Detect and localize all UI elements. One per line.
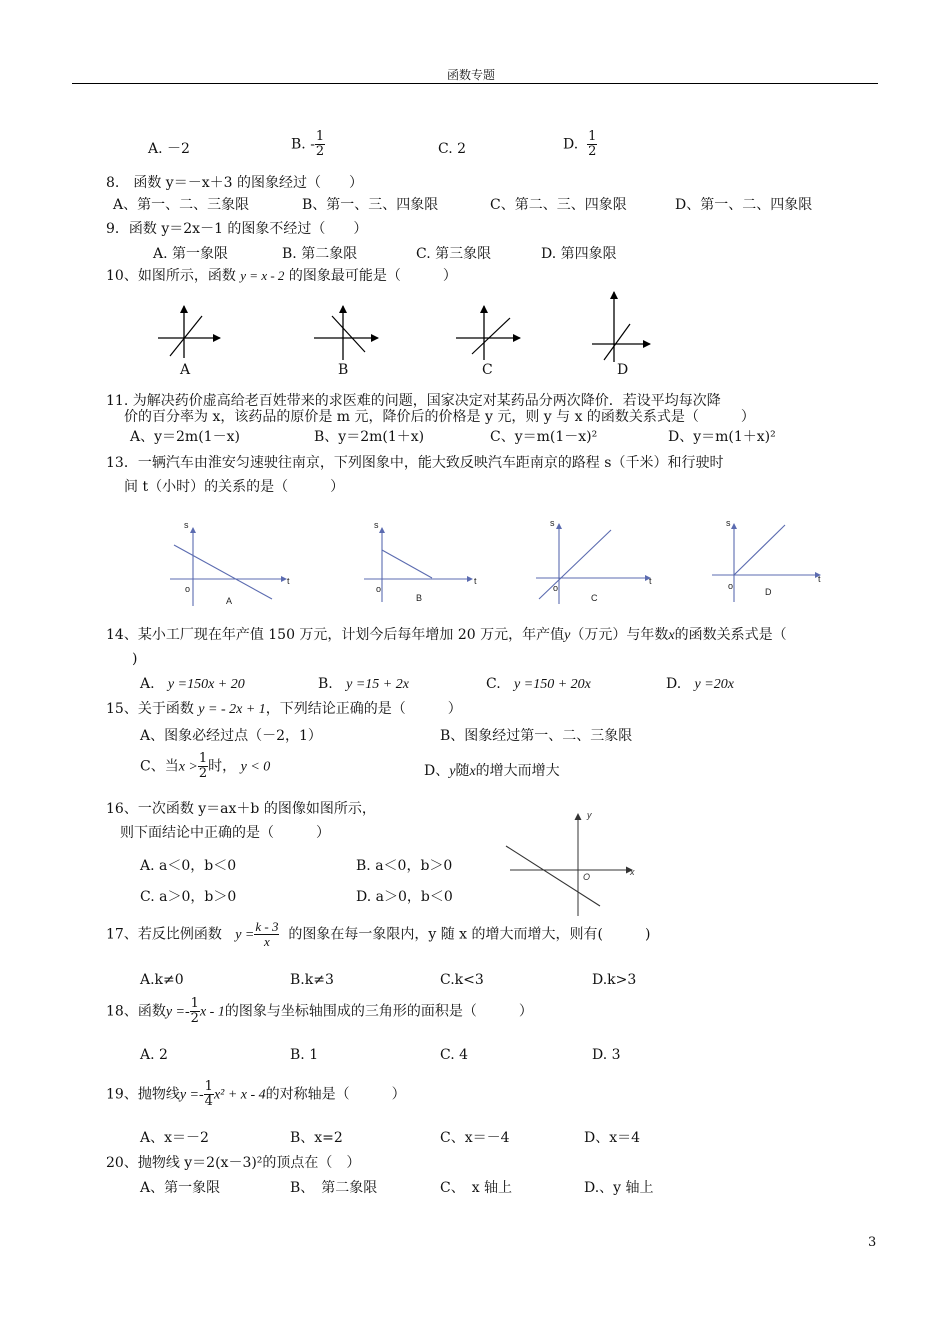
q18-option-c: C. 4 — [440, 1047, 469, 1063]
q18-option-d: D. 3 — [592, 1047, 621, 1063]
q16-origin: O — [583, 872, 591, 882]
q7-option-a: A. －2 — [148, 141, 190, 157]
q15-option-b: B、图象经过第一、二、三象限 — [440, 728, 633, 744]
q13-c-axis-t: t — [649, 576, 652, 586]
q8-option-a: A、第一、二、三象限 — [113, 197, 250, 213]
q13-label-a: A — [226, 596, 233, 606]
q13-b-axis-t: t — [474, 576, 477, 586]
q9-option-b: B. 第二象限 — [282, 246, 358, 262]
q11-stem-line1: 11. 为解决药价虚高给老百姓带来的求医难的问题，国家决定对某药品分两次降价．若设平均每次降 — [106, 393, 721, 409]
q20-option-b: B、 第二象限 — [290, 1180, 378, 1196]
q10-stem: 10、如图所示，函数 y = x - 2 的图象最可能是（ ） — [106, 268, 457, 284]
q10-label-a: A — [180, 362, 191, 378]
q17-option-c: C.k<3 — [440, 972, 484, 988]
q16-axis-y: y — [587, 810, 592, 820]
q13-c-origin: o — [553, 583, 559, 593]
q10-graphs — [0, 288, 950, 388]
q10-graph-d — [592, 292, 650, 362]
q13-label-b: B — [416, 593, 423, 603]
q19-stem: 19、抛物线y =- $\frac{1}{4}$ x² + x - 4的对称轴是（ ） — [106, 1079, 406, 1109]
q17-stem: 17、若反比例函数 y = $\frac{k - 3}{x}$ 的图象在每一象限内，y 随 x 的增大而增大，则有( ) — [106, 919, 651, 949]
q16-option-b: B. a＜0，b＞0 — [356, 858, 453, 874]
q19-option-b: B、x=2 — [290, 1130, 343, 1146]
q16-axis-x: x — [630, 867, 635, 877]
q11-option-d: D、y＝m(1＋x)² — [668, 429, 776, 445]
q11-option-b: B、y＝2m(1＋x) — [314, 429, 425, 445]
q13-d-axis-s: s — [726, 518, 731, 528]
q11-stem-line2: 价的百分率为 x，该药品的原价是 m 元，降价后的价格是 y 元，则 y 与 x 的函数关系式是（ ） — [124, 409, 755, 425]
q13-d-axis-t: t — [818, 574, 821, 584]
page-header-title: 函数专题 — [447, 68, 496, 82]
q8-option-b: B、第一、三、四象限 — [302, 197, 439, 213]
q10-label-b: B — [338, 362, 349, 378]
q17-option-d: D.k>3 — [592, 972, 637, 988]
q13-a-origin: o — [185, 584, 191, 594]
q10-graph-c — [456, 306, 520, 360]
q13-a-axis-s: s — [184, 520, 189, 530]
q14-stem: 14、某小工厂现在年产值 150 万元，计划今后每年增加 20 万元，年产值y（万元）与年数x的函数关系式是（ — [106, 627, 787, 643]
q13-label-c: C — [591, 593, 598, 603]
q16-option-a: A. a＜0，b＜0 — [140, 858, 237, 874]
q13-b-axis-s: s — [374, 520, 379, 530]
q11-option-c: C、y＝m(1－x)² — [490, 429, 598, 445]
q13-c-axis-s: s — [550, 518, 555, 528]
q20-option-c: C、 x 轴上 — [440, 1180, 513, 1196]
q13-a-axis-t: t — [287, 576, 290, 586]
q15-option-c: C、当x > $\frac{1}{2}$ 时， y < 0 — [140, 751, 271, 781]
q15-stem: 15、关于函数 y = - 2x + 1，下列结论正确的是（ ） — [106, 701, 462, 717]
q8-option-c: C、第二、三、四象限 — [490, 197, 627, 213]
q16-stem-line1: 16、一次函数 y＝ax＋b 的图像如图所示， — [106, 801, 376, 817]
q15-option-d: D、y随x的增大而增大 — [424, 763, 560, 779]
q8-option-d: D、第一、二、四象限 — [675, 197, 813, 213]
q17-option-a: A.k≠0 — [140, 972, 184, 988]
q10-label-c: C — [482, 362, 493, 378]
q14-stem-cont: ) — [132, 651, 138, 667]
q14-option-a: A. y =150x + 20 — [140, 676, 245, 692]
q13-d-origin: o — [728, 581, 734, 591]
q7-option-c: C. 2 — [438, 141, 467, 157]
page-number: 3 — [868, 1235, 877, 1250]
q20-option-a: A、第一象限 — [140, 1180, 221, 1196]
q18-option-b: B. 1 — [290, 1047, 319, 1063]
q16-option-c: C. a＞0，b＞0 — [140, 889, 237, 905]
header-rule — [72, 83, 878, 84]
q19-option-c: C、x＝－4 — [440, 1130, 510, 1146]
q14-option-d: D. y =20x — [666, 676, 734, 692]
q11-option-a: A、y＝2m(1－x) — [130, 429, 240, 445]
q9-option-a: A. 第一象限 — [153, 246, 229, 262]
q10-graph-b — [314, 306, 378, 360]
q20-stem: 20、抛物线 y＝2(x－3)²的顶点在（ ） — [106, 1155, 361, 1171]
q13-stem-line2: 间 t（小时）的关系的是（ ） — [124, 479, 345, 495]
q7-option-b: B. - $\frac{1}{2}$ — [291, 129, 325, 159]
q18-stem: 18、函数y =- $\frac{1}{2}$ x - 1的图象与坐标轴围成的三角形的面积是（ ） — [106, 996, 533, 1026]
q18-option-a: A. 2 — [140, 1047, 168, 1063]
q8-stem: 8. 函数 y＝－x＋3 的图象经过（ ） — [106, 175, 363, 191]
q14-option-c: C. y =150 + 20x — [486, 676, 591, 692]
q15-option-a: A、图象必经过点（－2，1） — [140, 728, 322, 744]
q13-stem-line1: 13．一辆汽车由淮安匀速驶往南京，下列图象中，能大致反映汽车距南京的路程 s（千米）和行驶时 — [106, 455, 724, 471]
q10-label-d: D — [617, 362, 629, 378]
q9-option-d: D. 第四象限 — [541, 246, 617, 262]
q14-option-b: B. y =15 + 2x — [318, 676, 409, 692]
q13-label-d: D — [765, 587, 772, 597]
q20-option-d: D.、y 轴上 — [584, 1180, 654, 1196]
q16-stem-line2: 则下面结论中正确的是（ ） — [120, 825, 330, 841]
q19-option-a: A、x＝－2 — [140, 1130, 209, 1146]
q10-graph-a — [158, 306, 220, 358]
q9-stem: 9．函数 y＝2x－1 的图象不经过（ ） — [106, 221, 368, 237]
q13-b-origin: o — [376, 584, 382, 594]
q17-option-b: B.k≠3 — [290, 972, 334, 988]
q13-graphs — [0, 512, 950, 612]
q16-graph — [500, 808, 660, 918]
q19-option-d: D、x＝4 — [584, 1130, 641, 1146]
q9-option-c: C. 第三象限 — [416, 246, 492, 262]
q16-option-d: D. a＞0，b＜0 — [356, 889, 453, 905]
q7-option-d: D. $\frac{1}{2}$ — [563, 129, 597, 159]
